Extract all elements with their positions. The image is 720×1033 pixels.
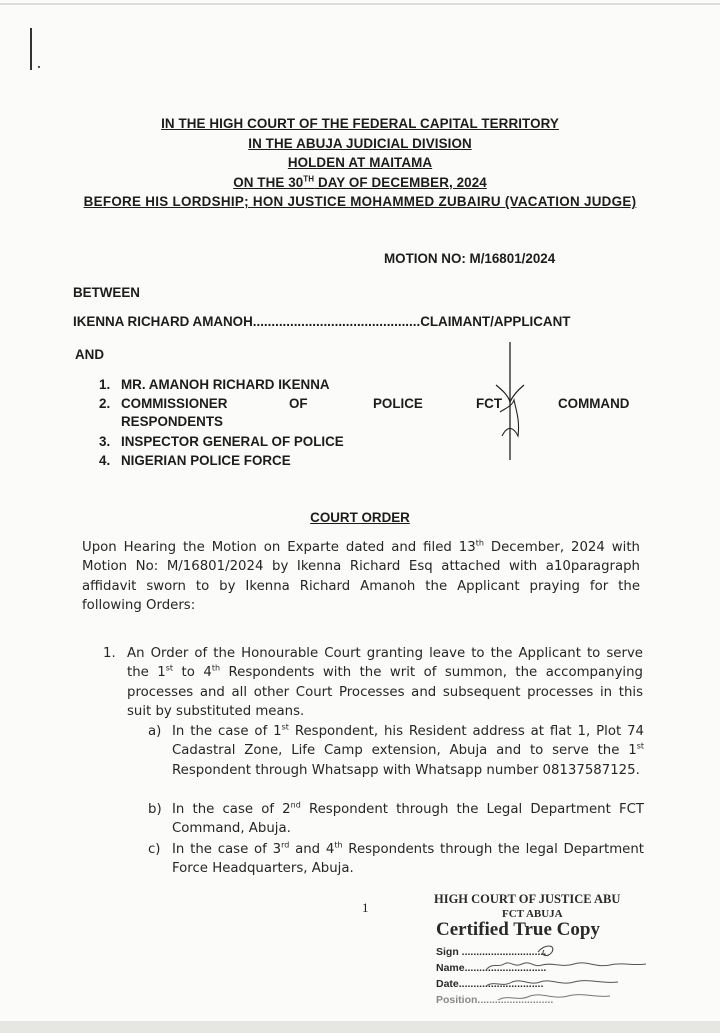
order-item-1: 1. An Order of the Honourable Court granting leave to the Applicant to serve the 1st to 4th Respondents with the writ of summon, the accompanying processes and all other Court Processes and subsequent processes in this suit by substituted means. xyxy=(103,646,643,719)
respondent-1: 1. MR. AMANOH RICHARD IKENNA xyxy=(99,377,330,392)
respondent-3: 3. INSPECTOR GENERAL OF POLICE xyxy=(99,434,344,449)
and-label: AND xyxy=(75,347,105,362)
stamp-date-field: Date............................. xyxy=(436,978,544,990)
top-edge-line xyxy=(0,3,720,5)
court-header xyxy=(0,114,720,212)
between-label: BETWEEN xyxy=(73,285,140,300)
margin-mark xyxy=(30,28,32,70)
motion-number: MOTION NO: M/16801/2024 xyxy=(384,251,556,266)
stamp-name-field: Name............................ xyxy=(436,962,547,974)
stamp-court-name: HIGH COURT OF JUSTICE ABU xyxy=(434,892,621,906)
header-line-1: IN THE HIGH COURT OF THE FEDERAL CAPITAL TERRITORY xyxy=(161,116,559,131)
stamp-sign-field: Sign ............................. xyxy=(436,946,547,958)
header-line-3: HOLDEN AT MAITAMA xyxy=(287,155,433,171)
bracket-signature xyxy=(492,340,532,465)
court-order-title: COURT ORDER xyxy=(310,510,410,525)
stamp-certified-title: Certified True Copy xyxy=(436,919,600,940)
certified-true-copy-stamp xyxy=(430,890,660,1010)
stamp-position-field: Position.......................... xyxy=(436,994,554,1006)
respondents-label: RESPONDENTS xyxy=(121,414,223,429)
respondent-2: 2. COMMISSIONER OF POLICE FCT COMMAND xyxy=(99,396,630,411)
intro-paragraph: Upon Hearing the Motion on Exparte dated and filed 13th December, 2024 with Motion No: M/16801/2024 by Ikenna Richard Esq attached with a10paragraph affidavit sworn to by Ikenna Richard Amanoh the Applicant praying for the following Orders: xyxy=(82,538,640,613)
sub-item-b: b) In the case of 2nd Respondent through the Legal Department FCT Command, Abuja. xyxy=(148,800,644,837)
header-line-5: BEFORE HIS LORDSHIP; HON JUSTICE MOHAMMED ZUBAIRU (VACATION JUDGE) xyxy=(83,194,637,210)
header-line-2: IN THE ABUJA JUDICIAL DIVISION xyxy=(248,135,472,151)
respondent-4: 4. NIGERIAN POLICE FORCE xyxy=(99,453,291,468)
header-line-4: ON THE 30TH DAY OF DECEMBER, 2024 xyxy=(233,174,487,190)
stamp-handwriting xyxy=(478,938,658,1008)
page-number: 1 xyxy=(362,900,369,915)
claimant-line: IKENNA RICHARD AMANOH.............................................CLAIMANT/APPLICANT xyxy=(73,314,571,329)
sub-item-c: c) In the case of 3rd and 4th Respondents through the legal Department Force Headquarters, Abuja. xyxy=(148,840,645,877)
stamp-location: FCT ABUJA xyxy=(502,908,563,920)
margin-dot xyxy=(38,66,40,68)
bottom-edge xyxy=(0,1021,720,1033)
sub-item-a: a) In the case of 1st Respondent, his Resident address at flat 1, Plot 74 Cadastral Zone, Life Camp extension, Abuja and to serve the 1st Respondent through Whatsapp with Whatsapp number 08137587125. xyxy=(148,722,645,778)
